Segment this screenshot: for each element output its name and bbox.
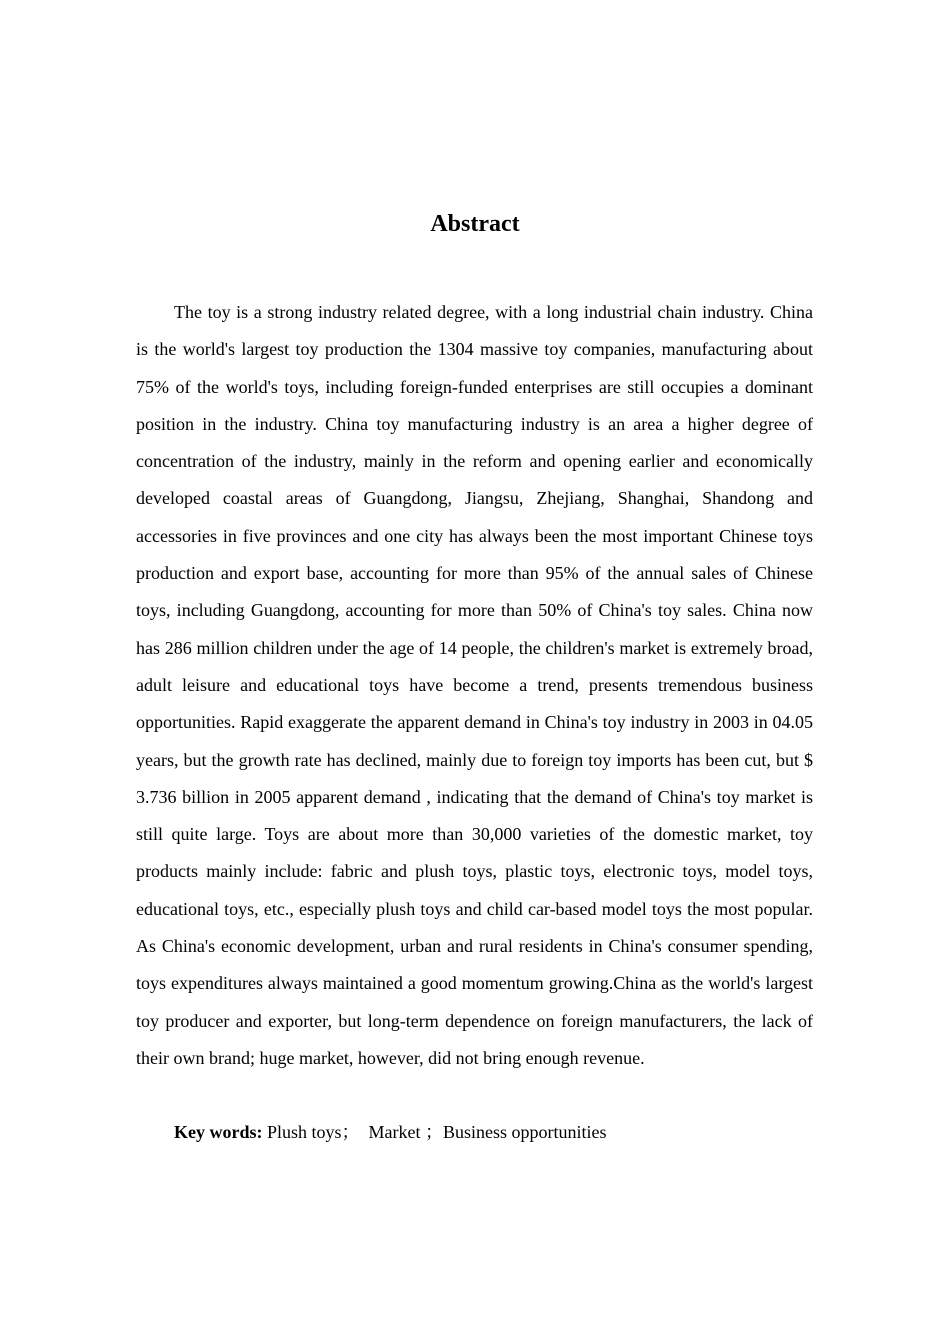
keywords-list: Plush toys； Market ；Business opportunities — [262, 1122, 607, 1142]
keywords-label: Key words: — [174, 1122, 263, 1142]
keywords-line — [136, 1114, 813, 1151]
abstract-body: The toy is a strong industry related degree, with a long industrial chain industry. China is the world's largest toy production the 1304 massive toy companies, manufacturing about 75% of the world's toys, including foreign-funded enterprises are still occupies a dominant position in the industry. China toy manufacturing industry is an area a higher degree of concentration of the industry, mainly in the reform and opening earlier and economically developed coastal areas of Guangdong, Jiangsu, Zhejiang, Shanghai, Shandong and accessories in five provinces and one city has always been the most important Chinese toys production and export base, accounting for more than 95% of the annual sales of Chinese toys, including Guangdong, accounting for more than 50% of China's toy sales. China now has 286 million children under the age of 14 people, the children's market is extremely broad, adult leisure and educational toys have become a trend, presents tremendous business opportunities. Rapid exaggerate the apparent demand in China's toy industry in 2003 in 04.05 years, but the growth rate has declined, mainly due to foreign toy imports has been cut, but $ 3.736 billion in 2005 apparent demand , indicating that the demand of China's toy market is still quite large. Toys are about more than 30,000 varieties of the domestic market, toy products mainly include: fabric and plush toys, plastic toys, electronic toys, model toys, educational toys, etc., especially plush toys and child car-based model toys the most popular. As China's economic development, urban and rural residents in China's consumer spending, toys expenditures always maintained a good momentum growing.China as the world's largest toy producer and exporter, but long-term dependence on foreign manufacturers, the lack of their own brand; huge market, however, did not bring enough revenue. — [136, 302, 813, 1068]
abstract-title: Abstract — [430, 211, 520, 237]
